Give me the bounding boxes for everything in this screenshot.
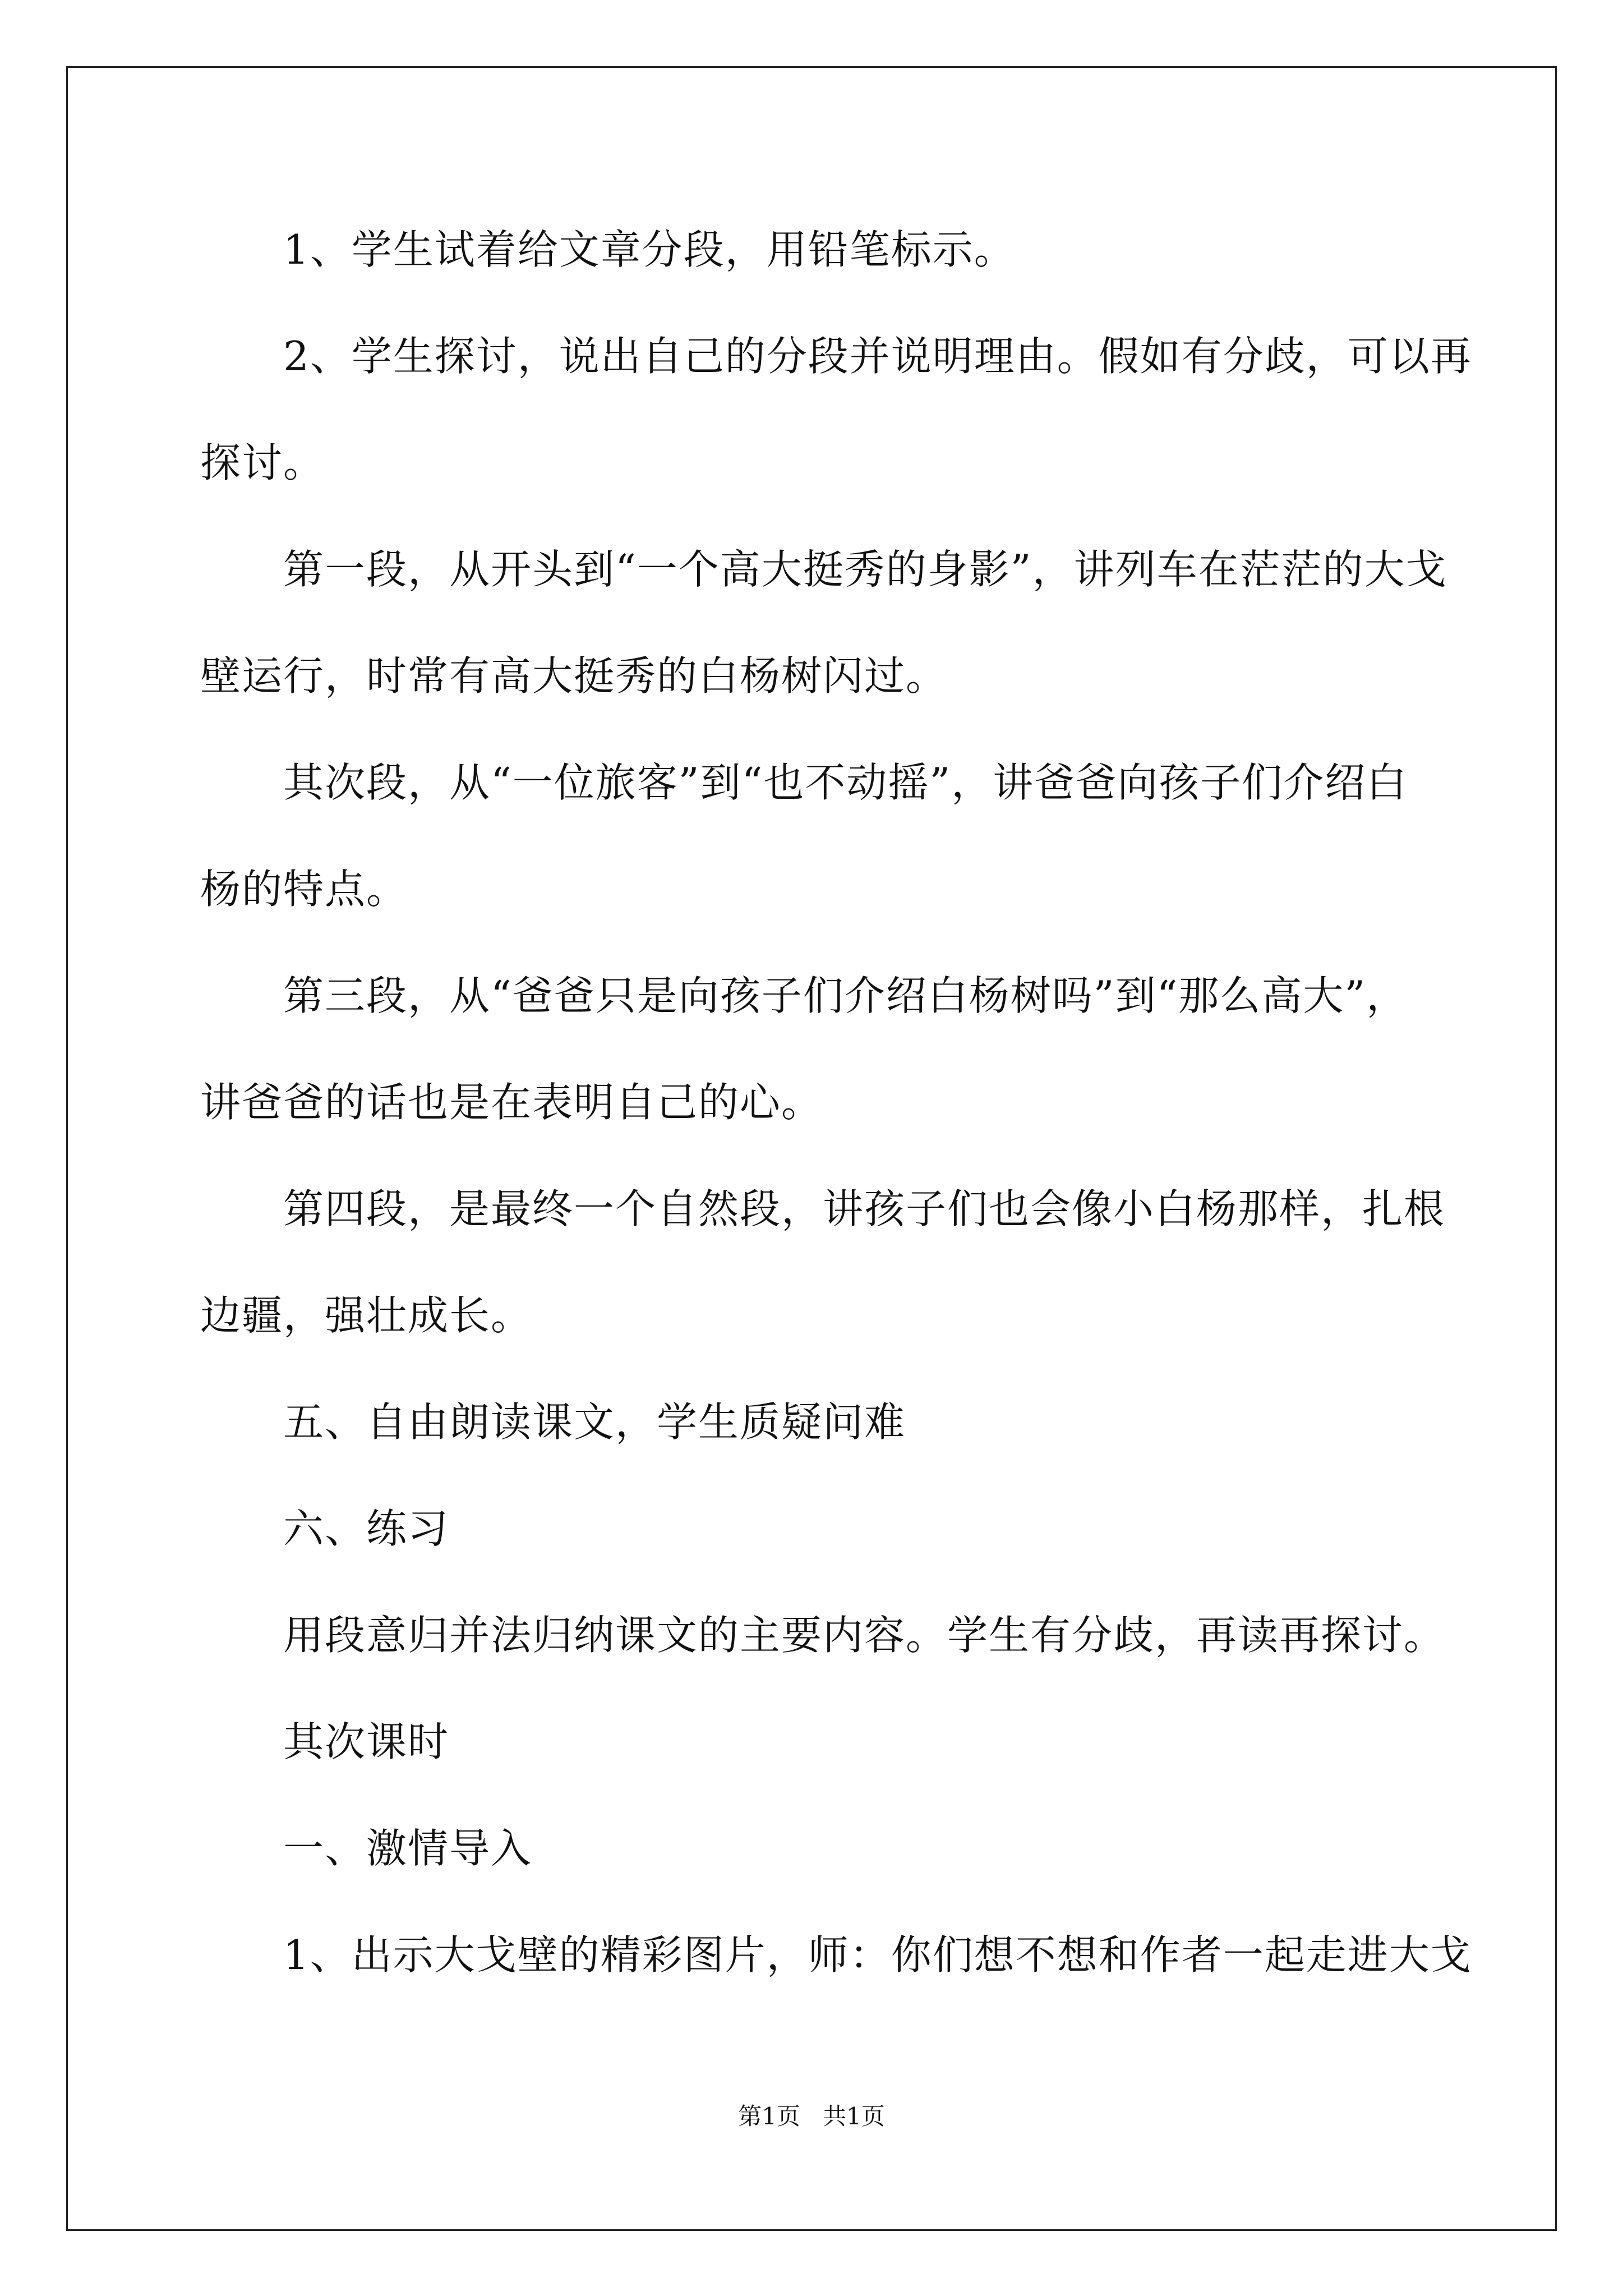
page-number: 第1页 — [738, 2102, 800, 2130]
text-line: 讲爸爸的话也是在表明自己的心。 — [200, 1079, 823, 1126]
text-line: 第四段，是最终一个自然段，讲孩子们也会像小白杨那样，扎根 — [283, 1185, 1446, 1232]
text-line: 六、练习 — [283, 1505, 450, 1552]
text-line: 杨的特点。 — [200, 866, 408, 913]
text-line: 1、出示大戈壁的精彩图片，师：你们想不想和作者一起走进大戈 — [283, 1931, 1472, 1978]
text-line: 1、学生试着给文章分段，用铅笔标示。 — [283, 226, 1016, 273]
text-line: 其次课时 — [283, 1718, 450, 1765]
text-line: 第一段，从开头到“一个高大挺秀的身影”，讲列车在茫茫的大戈 — [283, 546, 1447, 593]
page-total: 共1页 — [823, 2102, 885, 2130]
text-line: 壁运行，时常有高大挺秀的白杨树闪过。 — [200, 652, 948, 700]
text-line: 其次段，从“一位旅客”到“也不动摇”，讲爸爸向孩子们介绍白 — [283, 759, 1408, 806]
text-line: 边疆，强壮成长。 — [200, 1292, 533, 1339]
text-line: 用段意归并法归纳课文的主要内容。学生有分歧，再读再探讨。 — [283, 1612, 1446, 1659]
text-line: 五、自由朗读课文，学生质疑问难 — [283, 1398, 906, 1446]
page-footer — [0, 2101, 1623, 2132]
page-border — [66, 66, 1557, 2231]
text-line: 第三段，从“爸爸只是向孩子们介绍白杨树吗”到“那么高大”， — [283, 972, 1408, 1019]
text-line: 2、学生探讨，说出自己的分段并说明理由。假如有分歧，可以再 — [283, 333, 1472, 380]
text-line: 一、激情导入 — [283, 1825, 533, 1872]
text-line: 探讨。 — [200, 439, 325, 486]
